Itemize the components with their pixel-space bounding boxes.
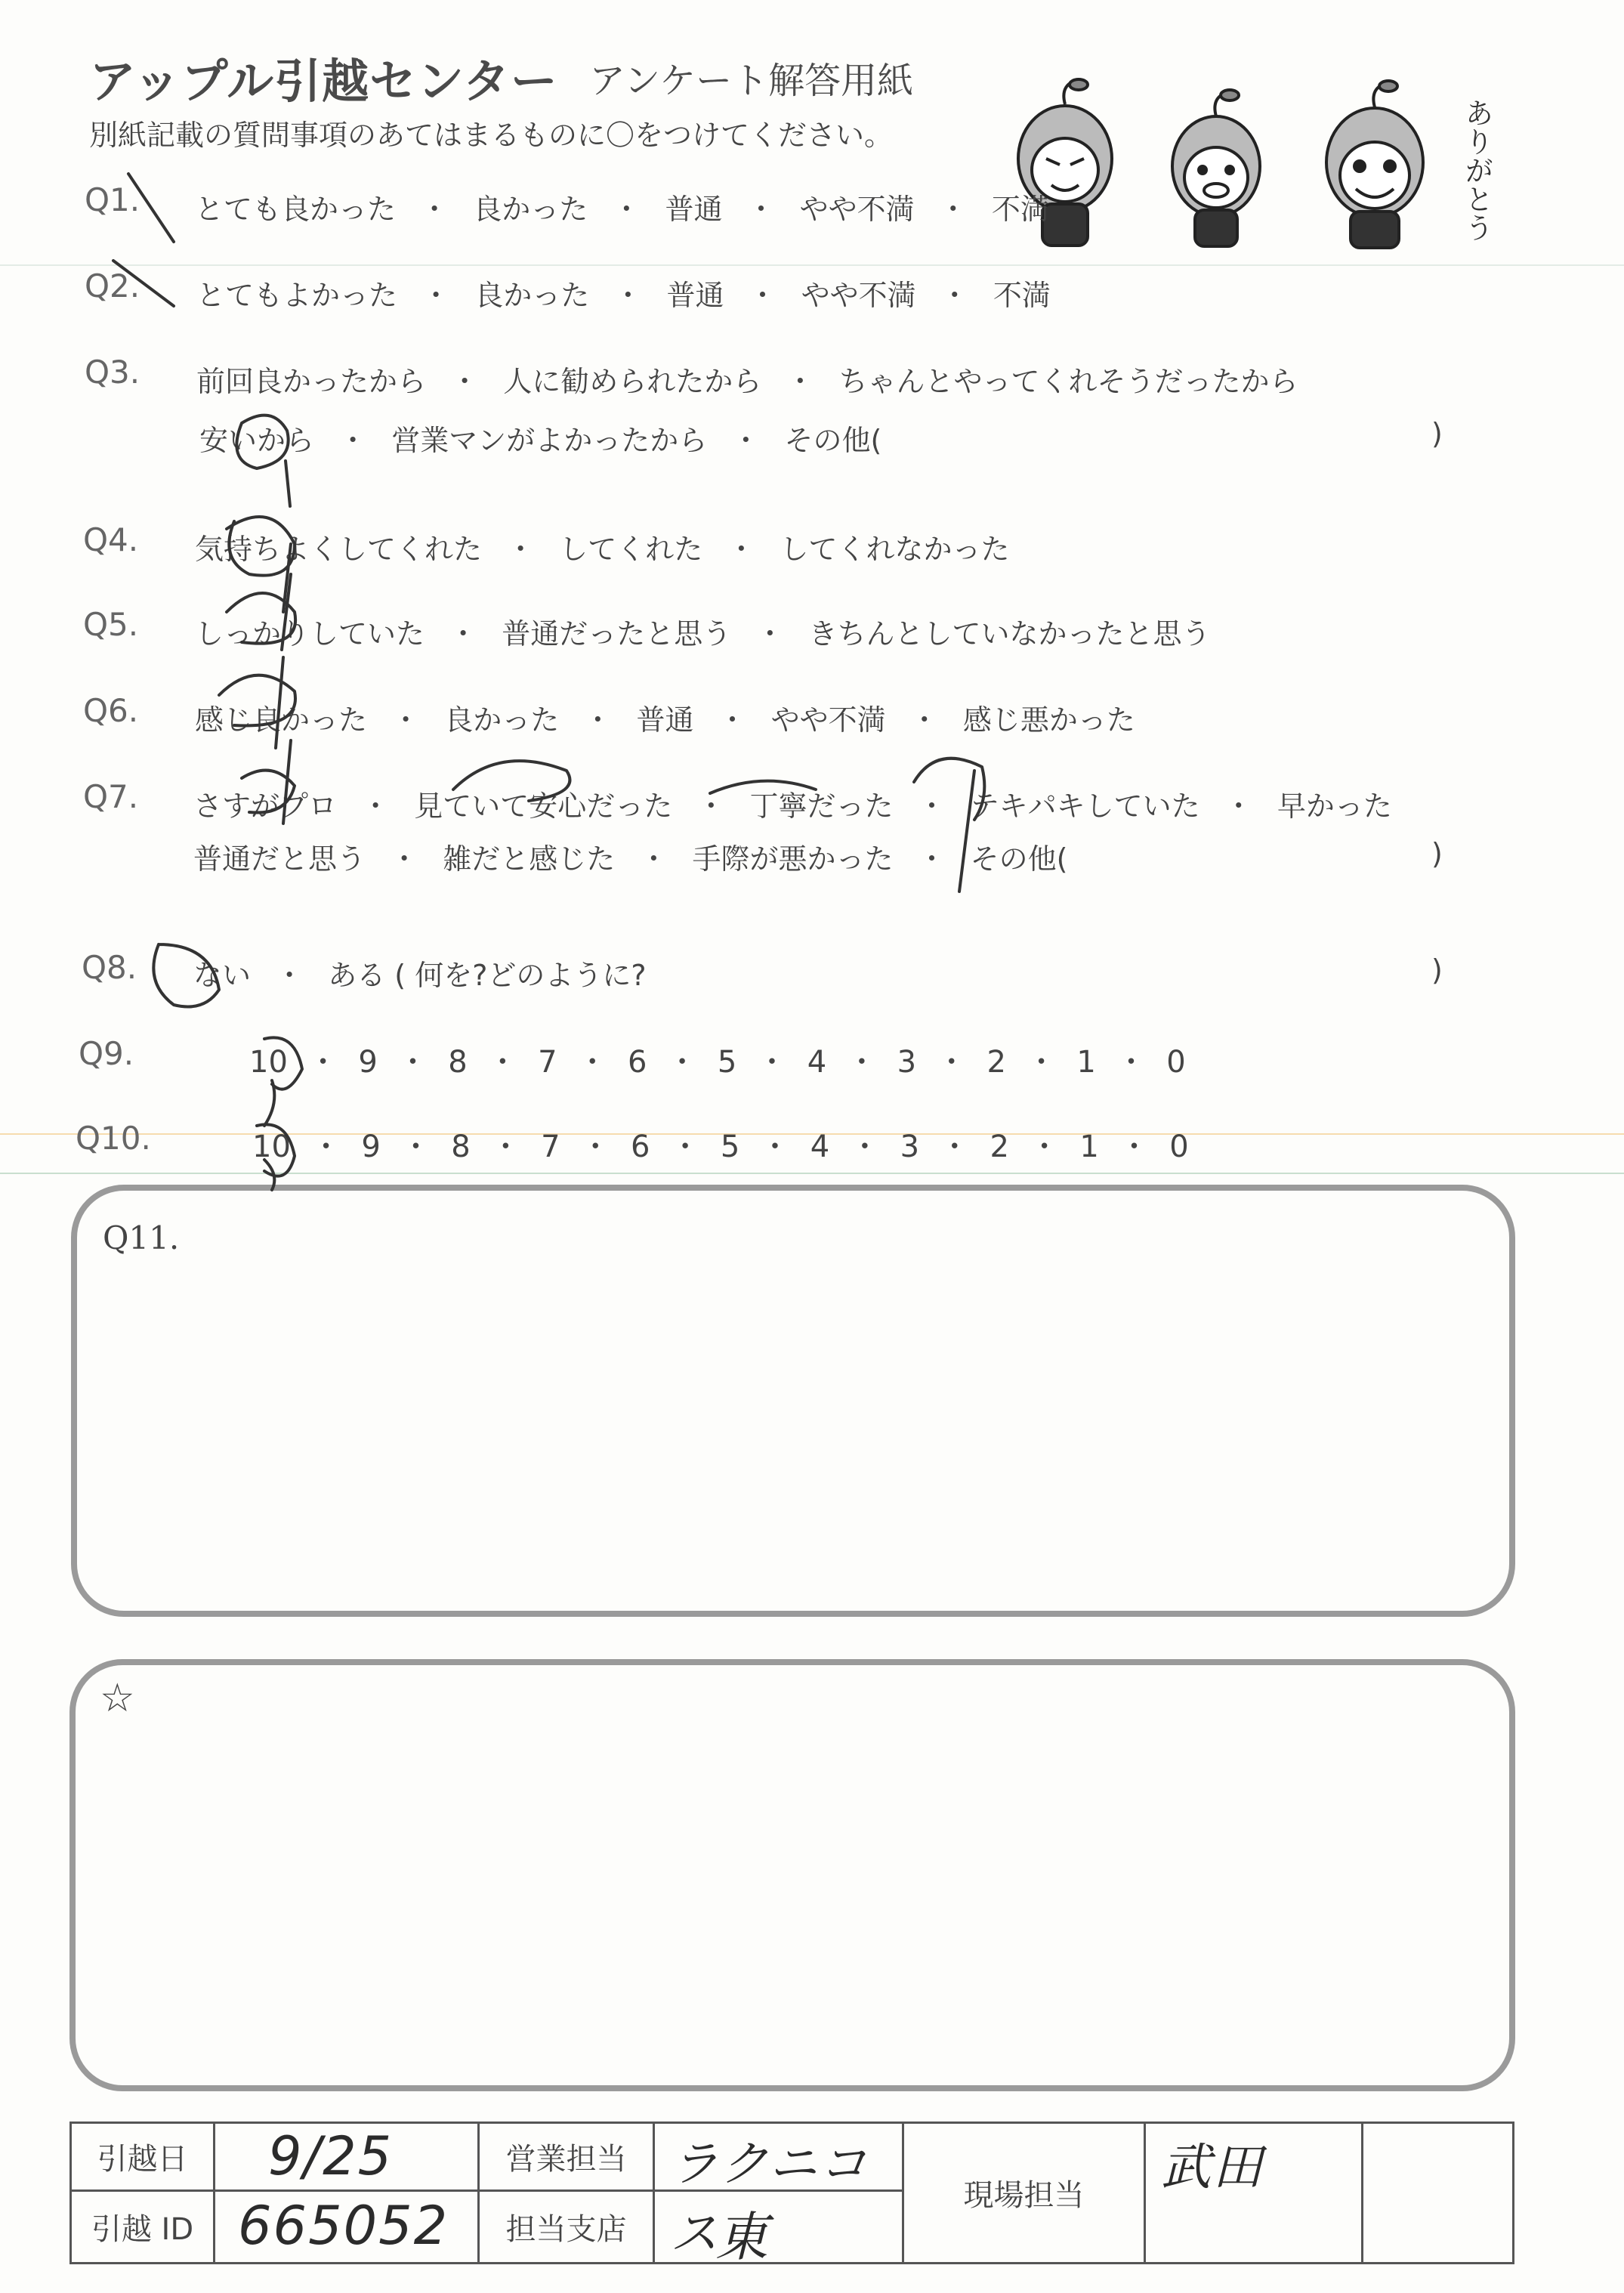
move-id-label: 引越 ID	[71, 2191, 215, 2264]
q9-label: Q9.	[79, 1035, 134, 1072]
q8-option-some[interactable]: ある ( 何を?どのように?	[328, 959, 647, 992]
sales-label: 営業担当	[479, 2123, 654, 2191]
site-staff-value[interactable]: 武田	[1145, 2123, 1363, 2264]
q11-comment-box[interactable]	[71, 1185, 1515, 1617]
monkey-mascots-illustration	[982, 45, 1511, 249]
q7-options-line1: さすがプロ ・ 見ていて安心だった ・ 丁寧だった ・ テキパキしていた ・ 早かった	[193, 790, 1392, 823]
star-icon: ☆	[100, 1676, 135, 1721]
q5-option-1[interactable]: しっかりしていた	[195, 617, 425, 651]
q1-option-1[interactable]: とても良かった	[195, 193, 397, 226]
q7-option-1[interactable]: さすがプロ	[193, 790, 338, 823]
q1-option-3[interactable]: 普通	[665, 193, 723, 226]
q1-label: Q1.	[85, 181, 140, 218]
q1-option-4[interactable]: やや不満	[799, 193, 915, 226]
q4-option-2[interactable]: してくれた	[559, 533, 703, 566]
q4-options: 気持ちよくしてくれた ・ してくれた ・ してくれなかった	[195, 533, 1010, 566]
q9-scale[interactable]: 10 ・ 9 ・ 8 ・ 7 ・ 6 ・ 5 ・ 4 ・ 3 ・ 2 ・ 1 ・ 0	[249, 1045, 1186, 1080]
scan-line	[0, 264, 1624, 266]
q6-option-4[interactable]: やや不満	[770, 703, 886, 737]
free-comment-box[interactable]	[69, 1659, 1515, 2091]
q2-label: Q2.	[85, 267, 140, 304]
q7-close-paren: )	[1431, 837, 1443, 870]
q3-option-3[interactable]: ちゃんとやってくれそうだったから	[838, 365, 1298, 398]
q7-option-6[interactable]: 普通だと思う	[193, 842, 366, 876]
q7-options-line2: 普通だと思う ・ 雑だと感じた ・ 手際が悪かった ・ その他(	[193, 842, 1068, 876]
q3-option-2[interactable]: 人に勧められたから	[503, 365, 762, 398]
move-id-value[interactable]: 665052	[215, 2191, 479, 2264]
q7-option-other[interactable]: その他(	[970, 842, 1068, 876]
site-staff-extra[interactable]	[1363, 2123, 1514, 2264]
q7-option-8[interactable]: 手際が悪かった	[692, 842, 894, 876]
q1-option-2[interactable]: 良かった	[473, 193, 588, 226]
q8-option-none[interactable]: ない	[193, 959, 252, 992]
q8-label: Q8.	[82, 949, 137, 986]
q2-option-3[interactable]: 普通	[666, 279, 724, 312]
q7-label: Q7.	[83, 778, 139, 815]
q8-options: ない ・ ある ( 何を?どのように?	[193, 959, 647, 992]
q4-option-1[interactable]: 気持ちよくしてくれた	[195, 533, 483, 566]
q6-option-3[interactable]: 普通	[636, 703, 694, 737]
q11-label: Q11.	[103, 1219, 180, 1256]
mascot-thanks-text: ありがとう	[1460, 98, 1493, 242]
q1-option-5[interactable]: 不満	[991, 193, 1049, 226]
q3-option-other[interactable]: その他(	[784, 424, 882, 457]
q3-label: Q3.	[85, 354, 140, 391]
q2-option-5[interactable]: 不満	[993, 279, 1051, 312]
q5-option-3[interactable]: きちんとしていなかったと思う	[808, 617, 1211, 651]
q2-options: とてもよかった ・ 良かった ・ 普通 ・ やや不満 ・ 不満	[196, 279, 1051, 312]
q3-option-4[interactable]: 安いから	[199, 424, 315, 457]
scan-line	[0, 1173, 1624, 1174]
q10-label: Q10.	[76, 1120, 151, 1157]
q7-option-4[interactable]: テキパキしていた	[970, 790, 1200, 823]
move-info-table	[69, 2121, 1514, 2268]
q2-option-4[interactable]: やや不満	[801, 279, 916, 312]
q8-close-paren: )	[1431, 953, 1443, 987]
company-title: アップル引越センター	[89, 54, 558, 109]
q7-option-5[interactable]: 早かった	[1277, 790, 1392, 823]
q3-close-paren: )	[1431, 417, 1443, 450]
q1-options: とても良かった ・ 良かった ・ 普通 ・ やや不満 ・ 不満	[195, 193, 1049, 226]
q6-option-1[interactable]: 感じ良かった	[195, 703, 368, 737]
q7-option-3[interactable]: 丁寧だった	[749, 790, 894, 823]
q6-options: 感じ良かった ・ 良かった ・ 普通 ・ やや不満 ・ 感じ悪かった	[195, 703, 1135, 737]
q6-option-2[interactable]: 良かった	[444, 703, 560, 737]
move-date-value[interactable]: 9/25	[215, 2123, 479, 2191]
q5-option-2[interactable]: 普通だったと思う	[502, 617, 732, 651]
branch-value[interactable]: 東	[654, 2191, 903, 2264]
q7-option-7[interactable]: 雑だと感じた	[443, 842, 616, 876]
move-date-label: 引越日	[71, 2123, 215, 2191]
q5-options: しっかりしていた ・ 普通だったと思う ・ きちんとしていなかったと思う	[195, 617, 1211, 651]
instruction-text: 別紙記載の質問事項のあてはまるものに〇をつけてください。	[89, 119, 894, 152]
q5-label: Q5.	[83, 606, 139, 643]
q10-scale[interactable]: 10 ・ 9 ・ 8 ・ 7 ・ 6 ・ 5 ・ 4 ・ 3 ・ 2 ・ 1 ・ 0	[252, 1130, 1189, 1164]
q3-options-line1: 前回良かったから ・ 人に勧められたから ・ ちゃんとやってくれそうだったから	[196, 365, 1298, 398]
q3-option-5[interactable]: 営業マンがよかったから	[391, 424, 708, 457]
q3-options-line2: 安いから ・ 営業マンがよかったから ・ その他(	[199, 424, 882, 457]
site-staff-label: 現場担当	[903, 2123, 1145, 2264]
q4-label: Q4.	[83, 521, 139, 558]
q3-option-1[interactable]: 前回良かったから	[196, 365, 427, 398]
q4-option-3[interactable]: してくれなかった	[780, 533, 1010, 566]
q6-label: Q6.	[83, 692, 139, 729]
q2-option-1[interactable]: とてもよかった	[196, 279, 398, 312]
q6-option-5[interactable]: 感じ悪かった	[962, 703, 1135, 737]
q2-option-2[interactable]: 良かった	[474, 279, 590, 312]
q7-option-2[interactable]: 見ていて安心だった	[414, 790, 673, 823]
sales-value[interactable]: ラクニコス	[654, 2123, 903, 2191]
form-title: アンケート解答用紙	[589, 60, 914, 102]
branch-label: 担当支店	[479, 2191, 654, 2264]
